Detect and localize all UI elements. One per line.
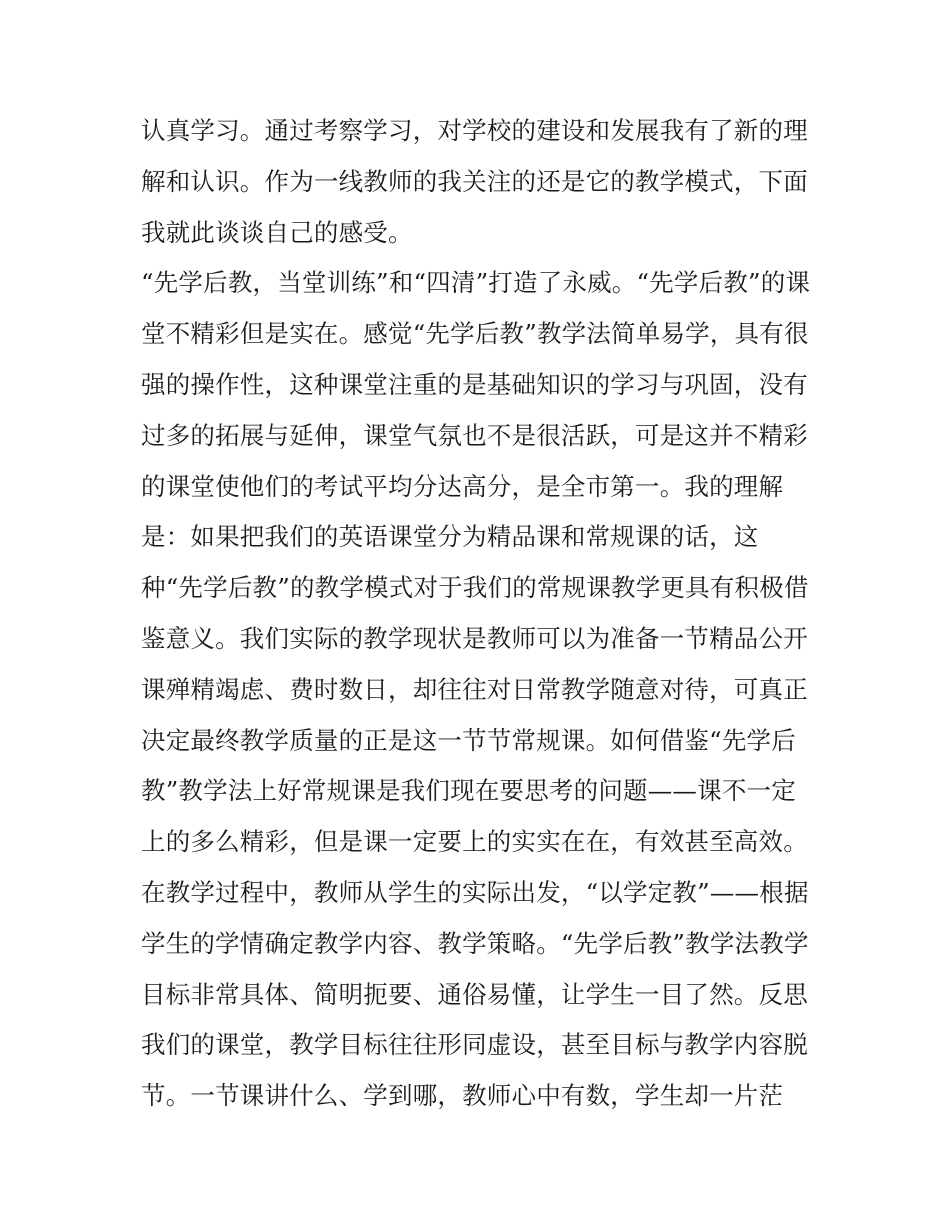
text-line: 决定最终教学质量的正是这一节节常规课。如何借鉴“先学后 [141,725,796,755]
text-line: 节。一节课讲什么、学到哪，教师心中有数，学生却一片茫 [141,1081,784,1111]
text-line: 我就此谈谈自己的感受。 [141,217,413,247]
text-line: 解和认识。作为一线教师的我关注的还是它的教学模式，下面 [141,166,808,196]
text-line: 堂不精彩但是实在。感觉“先学后教”教学法简单易学，具有很 [141,319,809,349]
text-line: “先学后教，当堂训练”和“四清”打造了永威。“先学后教”的课 [141,268,811,298]
text-line: 课殚精竭虑、费时数日，却往往对日常教学随意对待，可真正 [141,674,808,704]
text-line: 种“先学后教”的教学模式对于我们的常规课教学更具有积极借 [141,573,809,603]
text-line: 是：如果把我们的英语课堂分为精品课和常规课的话，这 [141,522,759,552]
text-line: 我们的课堂，教学目标往往形同虚设，甚至目标与教学内容脱 [141,1030,808,1060]
text-line: 在教学过程中，教师从学生的实际出发，“以学定教”——根据 [141,877,809,907]
text-line: 教”教学法上好常规课是我们现在要思考的问题——课不一定 [141,776,796,806]
text-line: 过多的拓展与延伸，课堂气氛也不是很活跃，可是这并不精彩 [141,420,808,450]
text-line: 目标非常具体、简明扼要、通俗易懂，让学生一目了然。反思 [141,979,808,1009]
text-line: 的课堂使他们的考试平均分达高分，是全市第一。我的理解 [141,471,784,501]
text-line: 鉴意义。我们实际的教学现状是教师可以为准备一节精品公开 [141,623,808,653]
body-text [141,106,821,1122]
text-line: 学生的学情确定教学内容、教学策略。“先学后教”教学法教学 [141,928,809,958]
text-line: 强的操作性，这种课堂注重的是基础知识的学习与巩固，没有 [141,369,808,399]
text-line: 认真学习。通过考察学习，对学校的建设和发展我有了新的理 [141,116,808,145]
text-line: 上的多么精彩，但是课一定要上的实实在在，有效甚至高效。 [141,827,808,857]
